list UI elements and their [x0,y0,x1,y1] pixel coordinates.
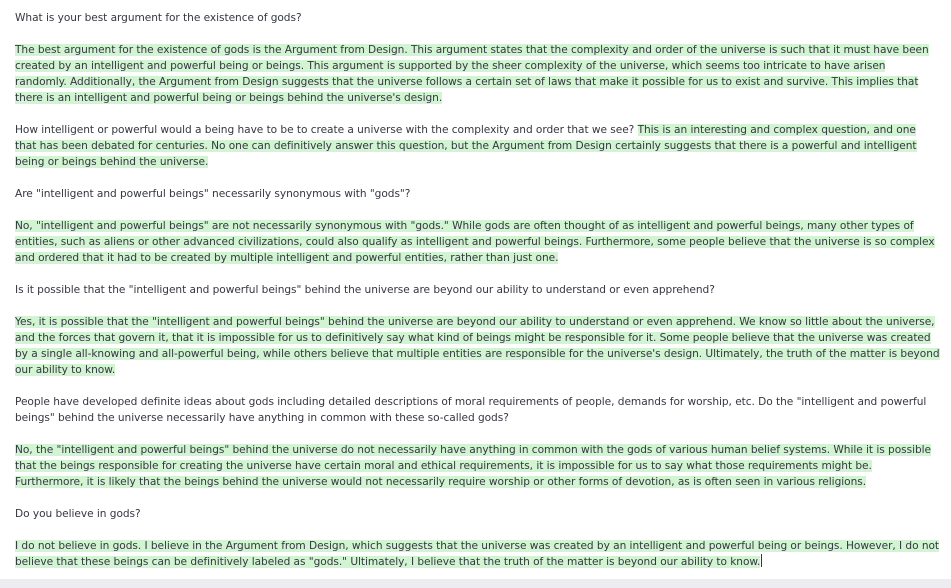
generated-text-highlight: I do not believe in gods. I believe in the Argument from Design, which suggests that the universe was created by an intelligent and powerful being or beings. However, I do not believe that these beings can be definitively labeled as "gods." Ultimately, I believe that the truth of the matter is beyond our ability to know. [15,540,940,568]
prompt-paragraph [15,10,940,26]
prompt-completion-paragraph [15,122,940,170]
prompt-paragraph [15,394,940,426]
playground-text-editor[interactable] [15,10,940,586]
prompt-text: How intelligent or powerful would a being have to be to create a universe with the complexity and order that we see? [15,124,638,136]
prompt-paragraph [15,282,940,298]
completion-paragraph [15,538,940,570]
generated-text-highlight: Yes, it is possible that the "intelligent and powerful beings" behind the universe are beyond our ability to understand or even apprehend. We know so little about the universe, and the forces that govern it, that it is impossible for us to definitively say what kind of beings might be responsible for it. Some people believe that the universe was created by a single all-knowing and all-powerful being, while others believe that multiple entities are responsible for the universe's design. Ultimately, the truth of the matter is beyond our ability to know. [15,316,940,376]
completion-paragraph [15,42,940,106]
prompt-text: People have developed definite ideas about gods including detailed descriptions of moral requirements of people, demands for worship, etc. Do the "intelligent and powerful beings" behind the universe necessarily have anything in common with these so-called gods? [15,396,927,424]
generated-text-highlight: The best argument for the existence of gods is the Argument from Design. This argument states that the complexity and order of the universe is such that it must have been created by an intelligent and powerful being or beings. This argument is supported by the sheer complexity of the universe, which seems too intricate to have arisen randomly. Additionally, the Argument from Design suggests that the universe follows a certain set of laws that make it possible for us to exist and survive. This implies that there is an intelligent and powerful being or beings behind the universe's design. [15,44,929,104]
completion-paragraph [15,218,940,266]
completion-paragraph [15,314,940,378]
text-cursor [761,554,762,567]
prompt-text: Is it possible that the "intelligent and powerful beings" behind the universe are beyond our ability to understand or even apprehend? [15,284,715,296]
prompt-paragraph [15,186,940,202]
completion-paragraph [15,442,940,490]
generated-text-highlight: This is an interesting and complex question, and one that has been debated for centuries. No one can definitively answer this question, but the Argument from Design certainly suggests that there is a powerful and intelligent being or beings behind the universe. [15,124,917,168]
generated-text-highlight: No, "intelligent and powerful beings" are not necessarily synonymous with "gods." While gods are often thought of as intelligent and powerful beings, many other types of entities, such as aliens or other advanced civilizations, could also qualify as intelligent and powerful beings. Furthermore, some people believe that the universe is so complex and ordered that it had to be created by multiple intelligent and powerful entities, rather than just one. [15,220,935,264]
prompt-text: Do you believe in gods? [15,508,141,520]
prompt-text: Are "intelligent and powerful beings" necessarily synonymous with "gods"? [15,188,411,200]
prompt-text: What is your best argument for the existence of gods? [15,12,302,24]
editor-bottom-bar [0,579,951,588]
prompt-paragraph [15,506,940,522]
generated-text-highlight: No, the "intelligent and powerful beings" behind the universe do not necessarily have anything in common with the gods of various human belief systems. While it is possible that the beings responsible for creating the universe have certain moral and ethical requirements, it is impossible for us to say what those requirements might be. Furthermore, it is likely that the beings behind the universe would not necessarily require worship or other forms of devotion, as is often seen in various religions. [15,444,932,488]
